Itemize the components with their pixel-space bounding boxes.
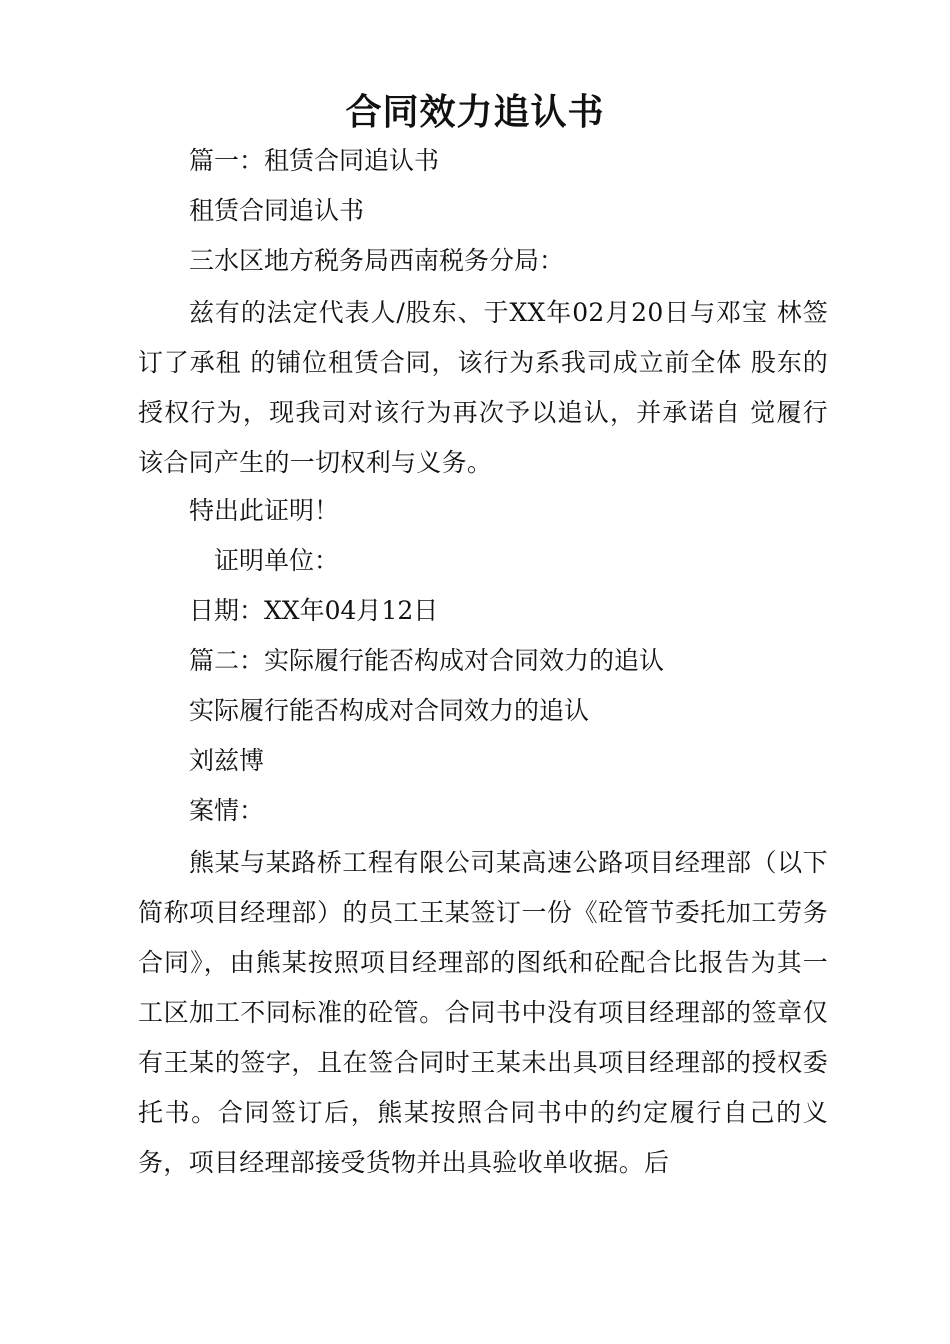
section1-heading: 篇一：租赁合同追认书 — [189, 146, 440, 175]
addressee: 三水区地方税务局西南税务分局： — [189, 246, 565, 275]
case-label: 案情： — [189, 796, 265, 825]
paragraph-case-facts: 熊某与某路桥工程有限公司某高速公路项目经理部（以下简称项目经理部）的员工王某签订一份《砼管节委托加工劳务合同》，由熊某按照项目经理部的图纸和砼配合比报告为其一工区加工不同标准的砼管。合同书中没有项目经理部的签章仅有王某的签字，且在签合同时王某未出具项目经理部的授权委托书。合同签订后，熊某按照合同书中的约定履行自己的义务，项目经理部接受货物并出具验收单收据。后 — [138, 848, 828, 1177]
author: 刘兹博 — [189, 746, 265, 775]
section2-heading: 篇二：实际履行能否构成对合同效力的追认 — [189, 646, 665, 675]
statement: 特出此证明！ — [189, 496, 340, 525]
issuer-label: 证明单位： — [214, 546, 340, 575]
date-line: 日期：XX年04月12日 — [189, 596, 439, 625]
section1-subtitle: 租赁合同追认书 — [189, 196, 365, 225]
document-title: 合同效力追认书 — [345, 91, 605, 133]
paragraph-lease-ratification: 兹有的法定代表人/股东、于XX年02月20日与邓宝 林签订了承租 的铺位租赁合同，该行为系我司成立前全体 股东的授权行为，现我司对该行为再次予以追认，并承诺自 觉履行该合同产生的一切权利与义务。 — [138, 298, 828, 477]
section2-subtitle: 实际履行能否构成对合同效力的追认 — [189, 696, 590, 725]
